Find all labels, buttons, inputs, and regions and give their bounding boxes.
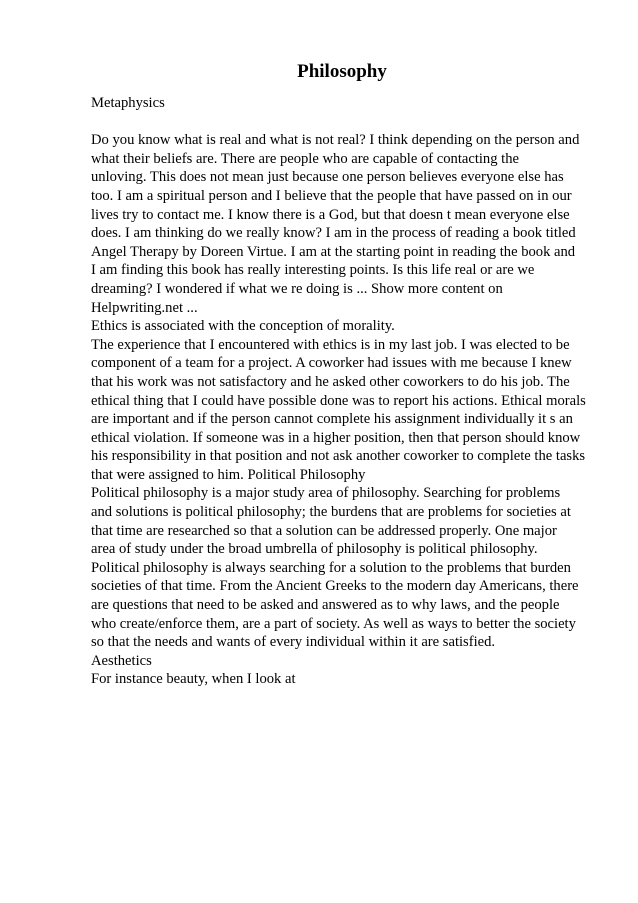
body-line: what their beliefs are. There are people who are capable of contacting the <box>91 150 520 167</box>
body-line: lives try to contact me. I know there is a God, but that doesn t mean everyone else <box>91 206 570 223</box>
body-line: Helpwriting.net ... <box>91 299 198 316</box>
body-line: does. I am thinking do we really know? I am in the process of reading a book titled <box>91 225 576 242</box>
document-body <box>91 94 587 689</box>
body-line: ethical violation. If someone was in a higher position, then that person should know <box>91 429 581 446</box>
body-line: that time are researched so that a solution can be addressed properly. One major <box>91 522 557 539</box>
body-line: his responsibility in that position and not ask another coworker to complete the tasks <box>91 448 586 465</box>
body-line: are important and if the person cannot complete his assignment individually it s an <box>91 411 573 428</box>
body-line: Do you know what is real and what is not real? I think depending on the person and <box>91 132 580 149</box>
body-line: so that the needs and wants of every individual within it are satisfied. <box>91 634 496 651</box>
body-line: that were assigned to him. Political Philosophy <box>91 466 366 483</box>
body-line: unloving. This does not mean just because one person believes everyone else has <box>91 169 564 186</box>
body-line: area of study under the broad umbrella of philosophy is political philosophy. <box>91 541 538 558</box>
body-lines <box>91 131 587 689</box>
body-line: too. I am a spiritual person and I believe that the people that have passed on in our <box>91 187 572 204</box>
body-line: who create/enforce them, are a part of society. As well as ways to better the society <box>91 615 576 632</box>
document-title: Philosophy <box>297 61 387 82</box>
section-heading-metaphysics: Metaphysics <box>91 95 165 111</box>
body-line: Political philosophy is a major study area of philosophy. Searching for problems <box>91 485 561 502</box>
body-line: societies of that time. From the Ancient Greeks to the modern day Americans, there <box>91 578 579 595</box>
body-line: Aesthetics <box>91 652 152 669</box>
body-line: For instance beauty, when I look at <box>91 671 296 688</box>
body-line: ethical thing that I could have possible done was to report his actions. Ethical morals <box>91 392 586 409</box>
body-line: are questions that need to be asked and answered as to why laws, and the people <box>91 597 560 614</box>
body-line: that his work was not satisfactory and he asked other coworkers to do his job. The <box>91 373 570 390</box>
paragraph-spacer <box>91 113 587 132</box>
body-line: Angel Therapy by Doreen Virtue. I am at the starting point in reading the book and <box>91 243 576 260</box>
body-line: Ethics is associated with the conception of morality. <box>91 318 395 335</box>
body-line: component of a team for a project. A coworker had issues with me because I knew <box>91 355 572 372</box>
body-line: dreaming? I wondered if what we re doing is ... Show more content on <box>91 280 503 297</box>
body-line: The experience that I encountered with ethics is in my last job. I was elected to be <box>91 336 570 353</box>
body-line: Political philosophy is always searching for a solution to the problems that burden <box>91 559 571 576</box>
body-line: I am finding this book has really interesting points. Is this life real or are we <box>91 262 535 279</box>
body-line: and solutions is political philosophy; the burdens that are problems for societies at <box>91 504 571 521</box>
